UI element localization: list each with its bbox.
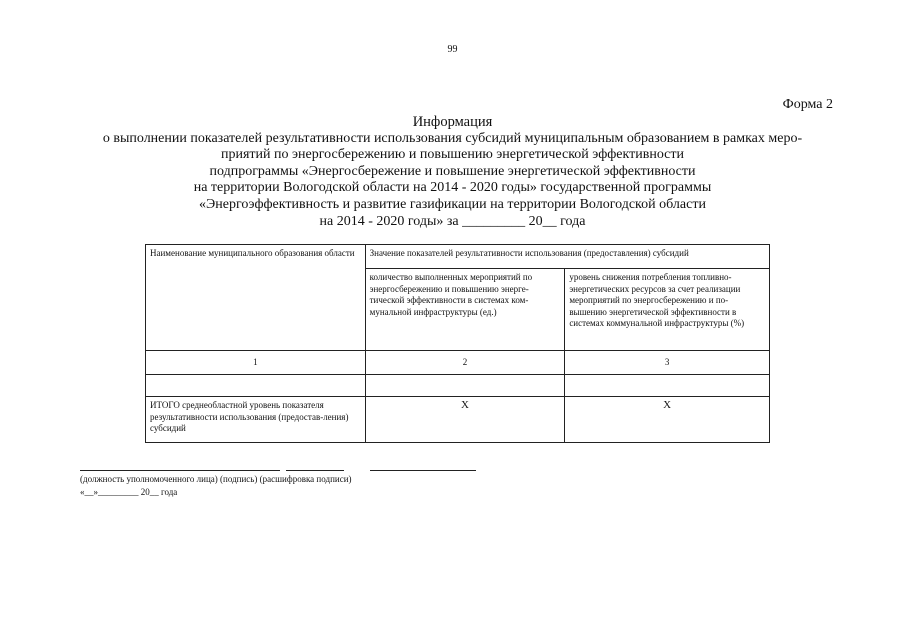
name-line xyxy=(370,470,476,471)
table-header-row xyxy=(146,245,770,269)
signature-date: «__»_________ 20__ года xyxy=(80,487,178,497)
title-heading: Информация xyxy=(412,114,493,130)
signature-caption: (должность уполномоченного лица) (подпись) (расшифровка подписи) xyxy=(80,474,352,484)
page-number: 99 xyxy=(447,44,458,55)
column-number-row xyxy=(146,351,770,375)
table-row xyxy=(146,375,770,397)
title-line: «Энергоэффективность и развитие газификации на территории Вологодской области xyxy=(199,196,706,212)
signature-line xyxy=(286,470,344,471)
total-label: ИТОГО среднеобластной уровень показателя результативности использования (предостав-ления) субсидий xyxy=(146,397,366,443)
title-line: подпрограммы «Энергосбережение и повышение энергетической эффективности xyxy=(209,163,696,179)
document-title xyxy=(80,114,825,230)
form-label: Форма 2 xyxy=(782,97,833,112)
position-line xyxy=(80,470,280,471)
total-measures-value: X xyxy=(365,397,565,443)
measures-count-header: количество выполненных мероприятий по энергосбережению и повышению энерге-тической эффективности в системах ком-мунальной инфраструктуры (ед.) xyxy=(365,269,565,351)
column-number: 3 xyxy=(565,351,770,375)
title-line: о выполнении показателей результативности использования субсидий муниципальным образованием в рамках меро- xyxy=(102,130,803,146)
title-line: на территории Вологодской области на 2014 - 2020 годы» государственной программы xyxy=(193,180,712,196)
indicator-values-header: Значение показателей результативности использования (предоставления) субсидий xyxy=(365,245,769,269)
empty-cell xyxy=(565,375,770,397)
total-row xyxy=(146,397,770,443)
empty-cell xyxy=(146,375,366,397)
column-number: 1 xyxy=(146,351,366,375)
empty-cell xyxy=(365,375,565,397)
municipality-name-header: Наименование муниципального образования области xyxy=(146,245,366,351)
total-reduction-value: X xyxy=(565,397,770,443)
column-number: 2 xyxy=(365,351,565,375)
consumption-reduction-header: уровень снижения потребления топливно-энергетических ресурсов за счет реализации мероприятий по энергосбережению и по-вышению энергетической эффективности в системах коммунальной инфраструктуры (%) xyxy=(565,269,770,351)
title-line: на 2014 - 2020 годы» за _________ 20__ года xyxy=(319,213,586,229)
title-line: приятий по энергосбережению и повышению энергетической эффективности xyxy=(220,147,684,163)
report-table xyxy=(145,244,770,443)
